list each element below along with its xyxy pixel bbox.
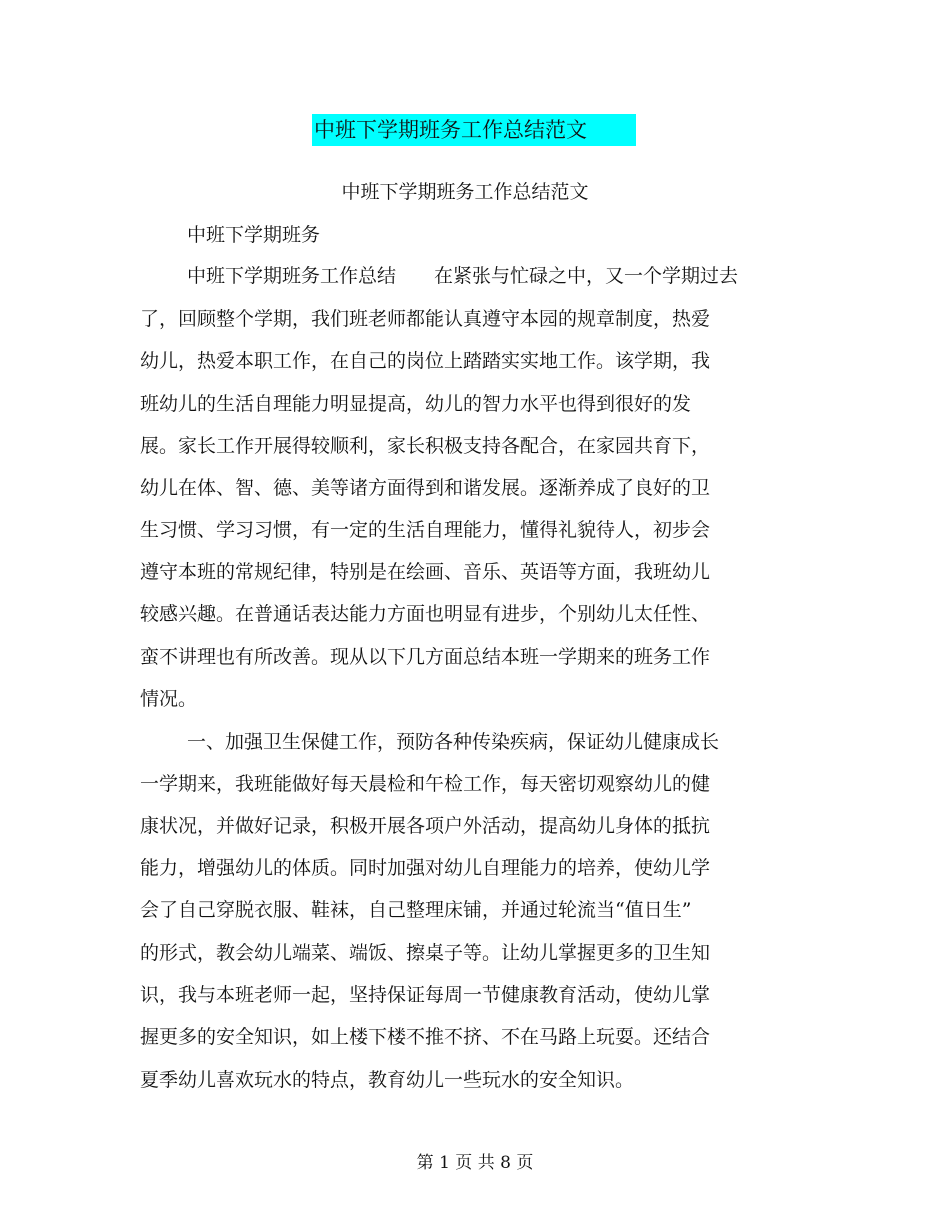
paragraph-line: 一、加强卫生保健工作，预防各种传染疾病，保证幼儿健康成长	[187, 731, 720, 753]
paragraph-line: 中班下学期班务工作总结 在紧张与忙碌之中，又一个学期过去	[187, 265, 739, 287]
paragraph-line: 中班下学期班务	[187, 224, 321, 246]
paragraph-line: 较感兴趣。在普通话表达能力方面也明显有进步，个别幼儿太任性、	[140, 603, 711, 625]
document-title: 中班下学期班务工作总结范文	[341, 181, 589, 203]
paragraph-line: 能力，增强幼儿的体质。同时加强对幼儿自理能力的培养，使幼儿学	[140, 857, 711, 879]
paragraph-line: 了，回顾整个学期，我们班老师都能认真遵守本园的规章制度，热爱	[140, 308, 711, 330]
highlighted-title: 中班下学期班务工作总结范文	[312, 114, 636, 146]
paragraph-line: 情况。	[140, 688, 198, 710]
paragraph-line: 幼儿在体、智、德、美等诸方面得到和谐发展。逐渐养成了良好的卫	[140, 477, 711, 499]
paragraph-line: 生习惯、学习习惯，有一定的生活自理能力，懂得礼貌待人，初步会	[140, 519, 711, 541]
paragraph-line: 会了自己穿脱衣服、鞋袜，自己整理床铺，并通过轮流当“值日生”	[140, 899, 692, 921]
paragraph-line: 幼儿，热爱本职工作，在自己的岗位上踏踏实实地工作。该学期，我	[140, 350, 711, 372]
paragraph-line: 识，我与本班老师一起，坚持保证每周一节健康教育活动，使幼儿掌	[140, 984, 711, 1006]
page-footer: 第 1 页 共 8 页	[416, 1153, 534, 1173]
paragraph-line: 遵守本班的常规纪律，特别是在绘画、音乐、英语等方面，我班幼儿	[140, 561, 711, 583]
paragraph-line: 展。家长工作开展得较顺利，家长积极支持各配合，在家园共育下，	[140, 435, 711, 457]
paragraph-line: 夏季幼儿喜欢玩水的特点，教育幼儿一些玩水的安全知识。	[140, 1069, 635, 1091]
paragraph-line: 握更多的安全知识，如上楼下楼不推不挤、不在马路上玩耍。还结合	[140, 1026, 711, 1048]
paragraph-line: 一学期来，我班能做好每天晨检和午检工作，每天密切观察幼儿的健	[140, 773, 711, 795]
paragraph-line: 蛮不讲理也有所改善。现从以下几方面总结本班一学期来的班务工作	[140, 646, 711, 668]
paragraph-line: 康状况，并做好记录，积极开展各项户外活动，提高幼儿身体的抵抗	[140, 815, 711, 837]
paragraph-line: 班幼儿的生活自理能力明显提高，幼儿的智力水平也得到很好的发	[140, 393, 692, 415]
paragraph-line: 的形式，教会幼儿端菜、端饭、擦桌子等。让幼儿掌握更多的卫生知	[140, 942, 711, 964]
